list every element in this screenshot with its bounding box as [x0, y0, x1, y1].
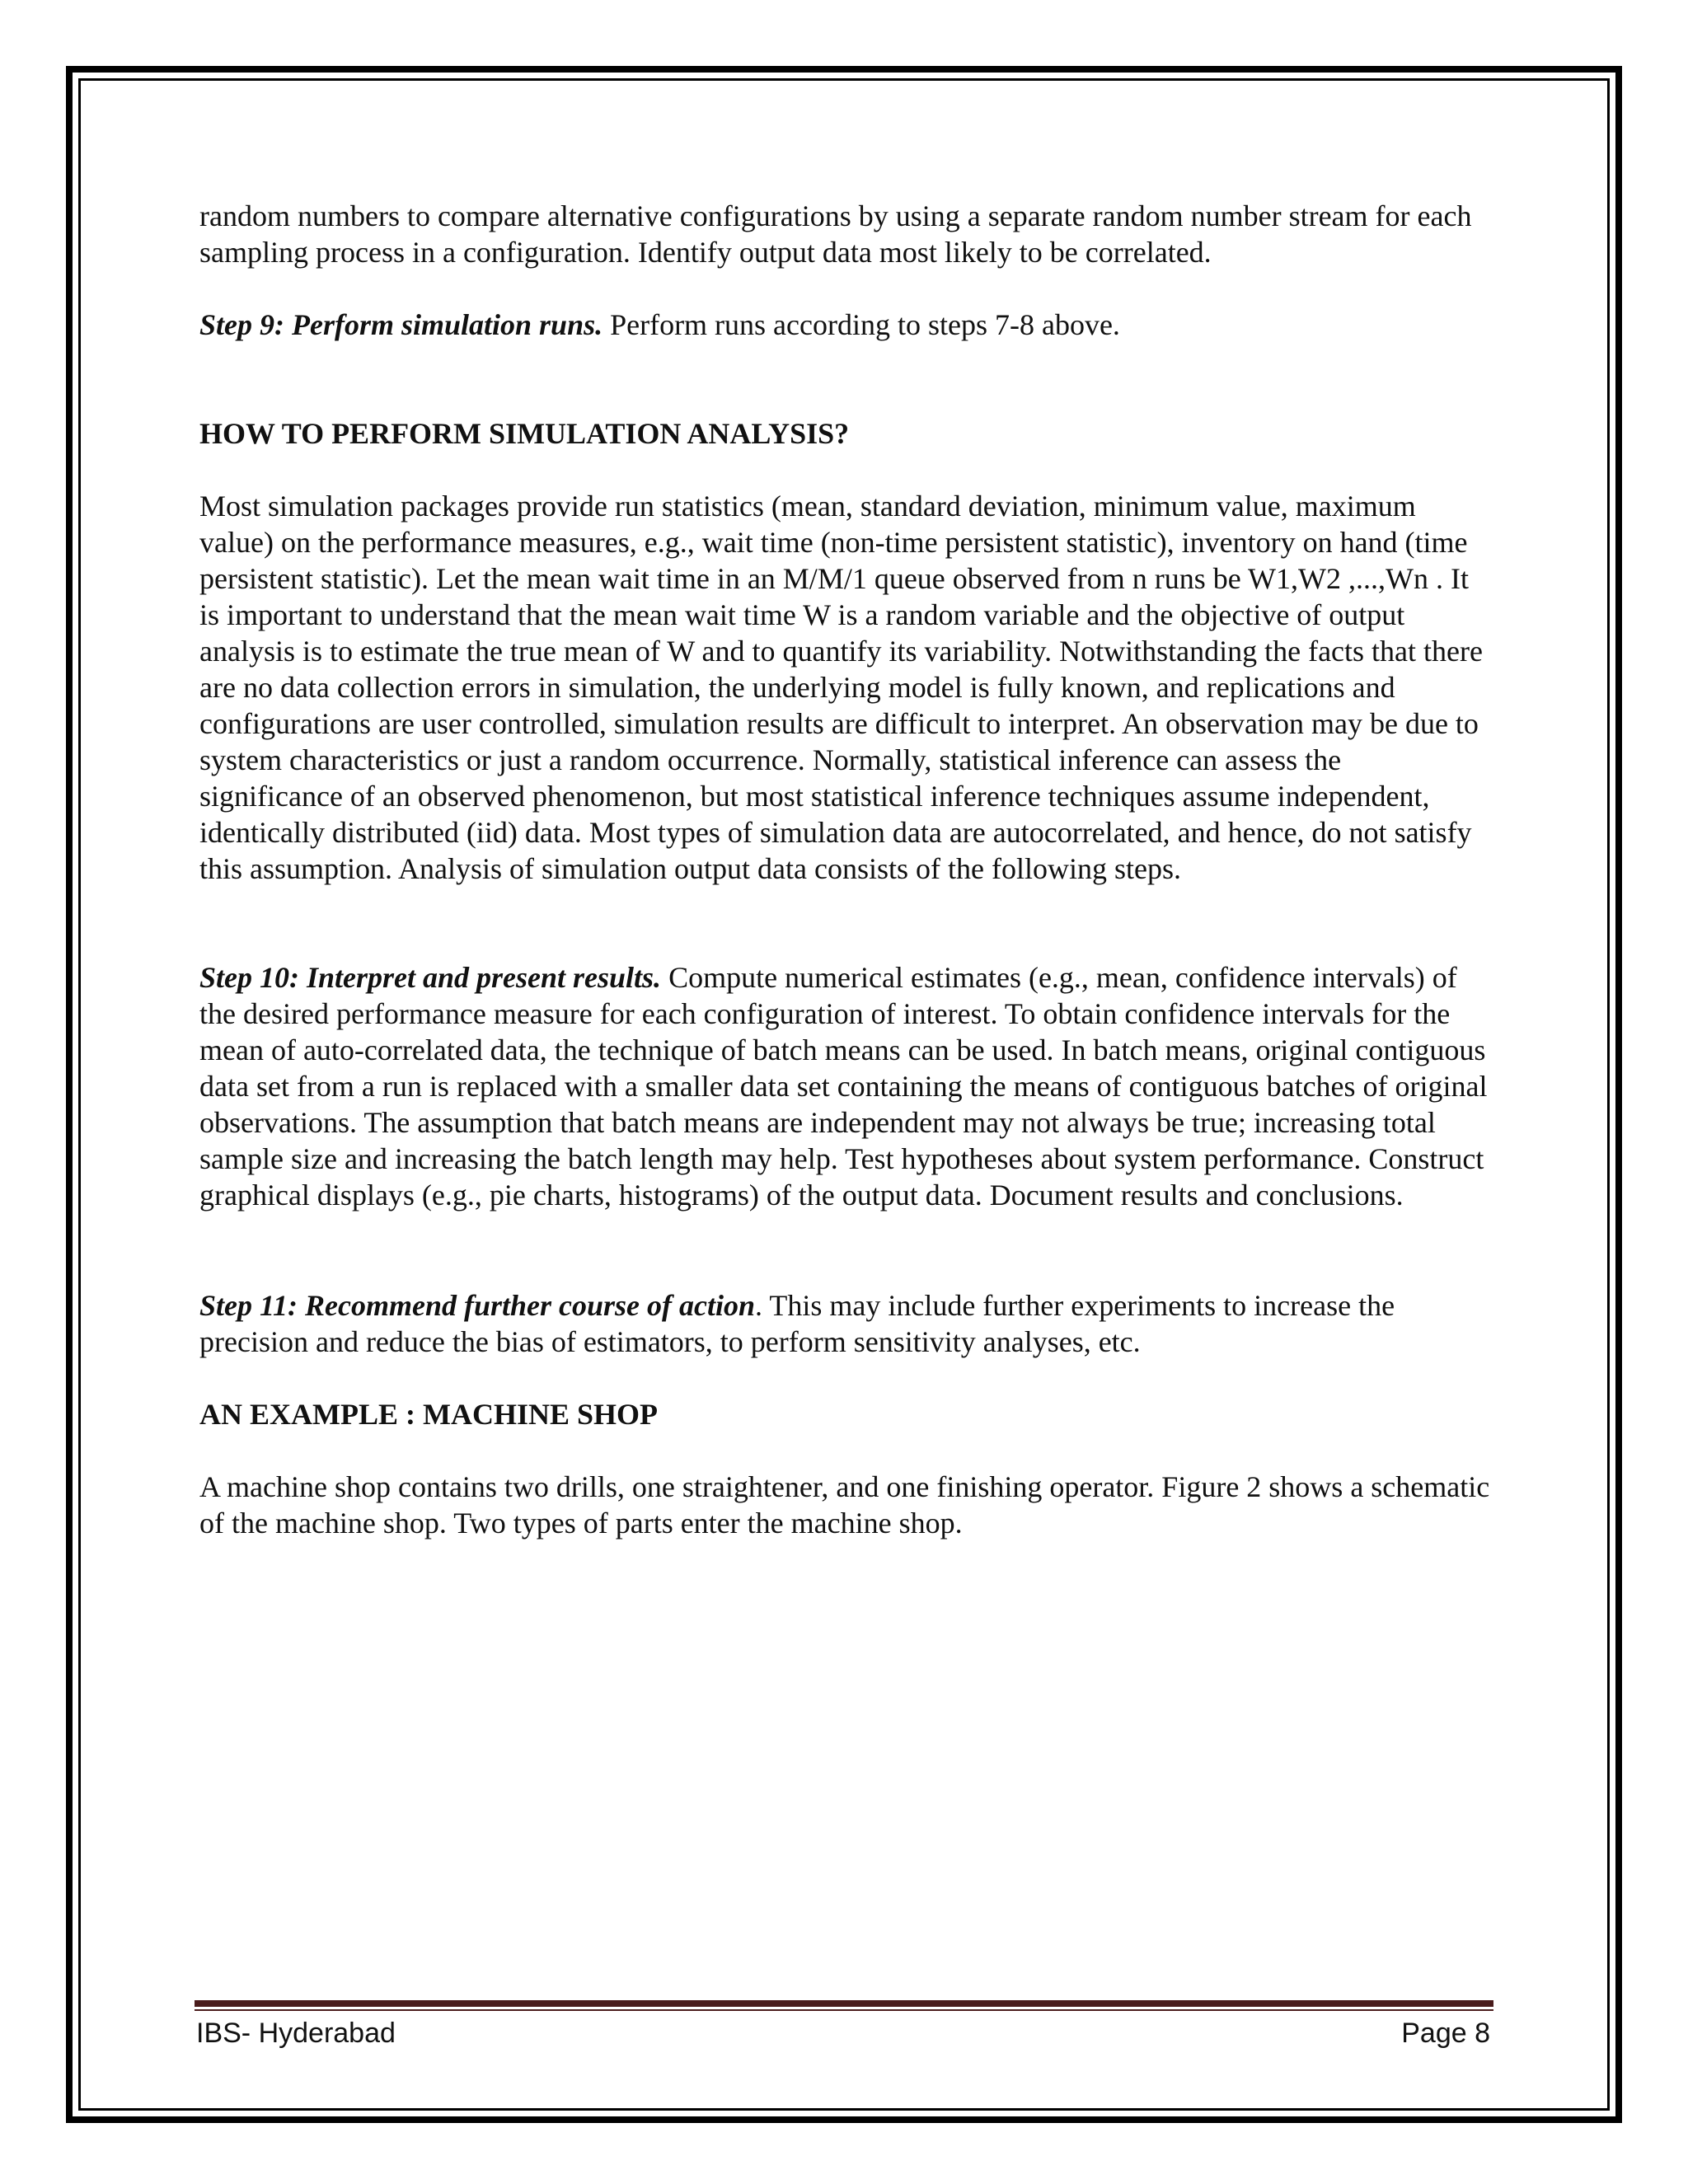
step-9-label: Step 9: Perform simulation runs.	[199, 308, 603, 341]
step-9-paragraph	[199, 307, 1492, 343]
paragraph-machine-shop: A machine shop contains two drills, one straightener, and one finishing operator. Figure 2 shows a schematic of the machine shop. Two types of parts enter the machine shop.	[199, 1470, 1490, 1540]
step-10-label: Step 10: Interpret and present results.	[199, 961, 662, 994]
step-10-paragraph	[199, 959, 1492, 1213]
paragraph-run-statistics: Most simulation packages provide run statistics (mean, standard deviation, minimum value, maximum value) on the performance measures, e.g., wait time (non-time persistent statistic), inventory on hand (time persistent statistic). Let the mean wait time in an M/M/1 queue observed from n runs be W1,W2 ,...,Wn . It is important to understand that the mean wait time W is a random variable and the objective of output analysis is to estimate the true mean of W and to quantify its variability. Notwithstanding the facts that there are no data collection errors in simulation, the underlying model is fully known, and replications and configurations are user controlled, simulation results are difficult to interpret. An observation may be due to system characteristics or just a random occurrence. Normally, statistical inference can assess the significance of an observed phenomenon, but most statistical inference techniques assume independent, identically distributed (iid) data. Most types of simulation data are autocorrelated, and hence, do not satisfy this assumption. Analysis of simulation output data consists of the following steps.	[199, 490, 1483, 885]
step-11-paragraph	[199, 1287, 1492, 1360]
step-11-label: Step 11: Recommend further course of action	[199, 1289, 755, 1322]
footer-rule-thick	[195, 2000, 1493, 2007]
footer-page-number: Page 8	[1401, 2018, 1490, 2049]
heading-machine-shop: AN EXAMPLE : MACHINE SHOP	[199, 1398, 658, 1431]
paragraph-random-numbers: random numbers to compare alternative configurations by using a separate random number stream for each sampling process in a configuration. Identify output data most likely to be correlated.	[199, 199, 1472, 269]
step-11-text: . This may include further experiments to increase the precision and reduce the bias of estimators, to perform sensitivity analyses, etc.	[199, 1289, 1395, 1358]
step-10-text: Compute numerical estimates (e.g., mean, confidence intervals) of the desired performance measure for each configuration of interest. To obtain confidence intervals for the mean of auto-correlated data, the technique of batch means can be used. In batch means, original contiguous data set from a run is replaced with a smaller data set containing the means of contiguous batches of original observations. The assumption that batch means are independent may not always be true; increasing total sample size and increasing the batch length may help. Test hypotheses about system performance. Construct graphical displays (e.g., pie charts, histograms) of the output data. Document results and conclusions.	[199, 961, 1488, 1212]
heading-simulation-analysis: HOW TO PERFORM SIMULATION ANALYSIS?	[199, 417, 850, 450]
step-9-text: Perform runs according to steps 7-8 above.	[603, 308, 1120, 341]
footer-institution: IBS- Hyderabad	[196, 2018, 396, 2049]
footer-rule-thin	[195, 2009, 1493, 2011]
